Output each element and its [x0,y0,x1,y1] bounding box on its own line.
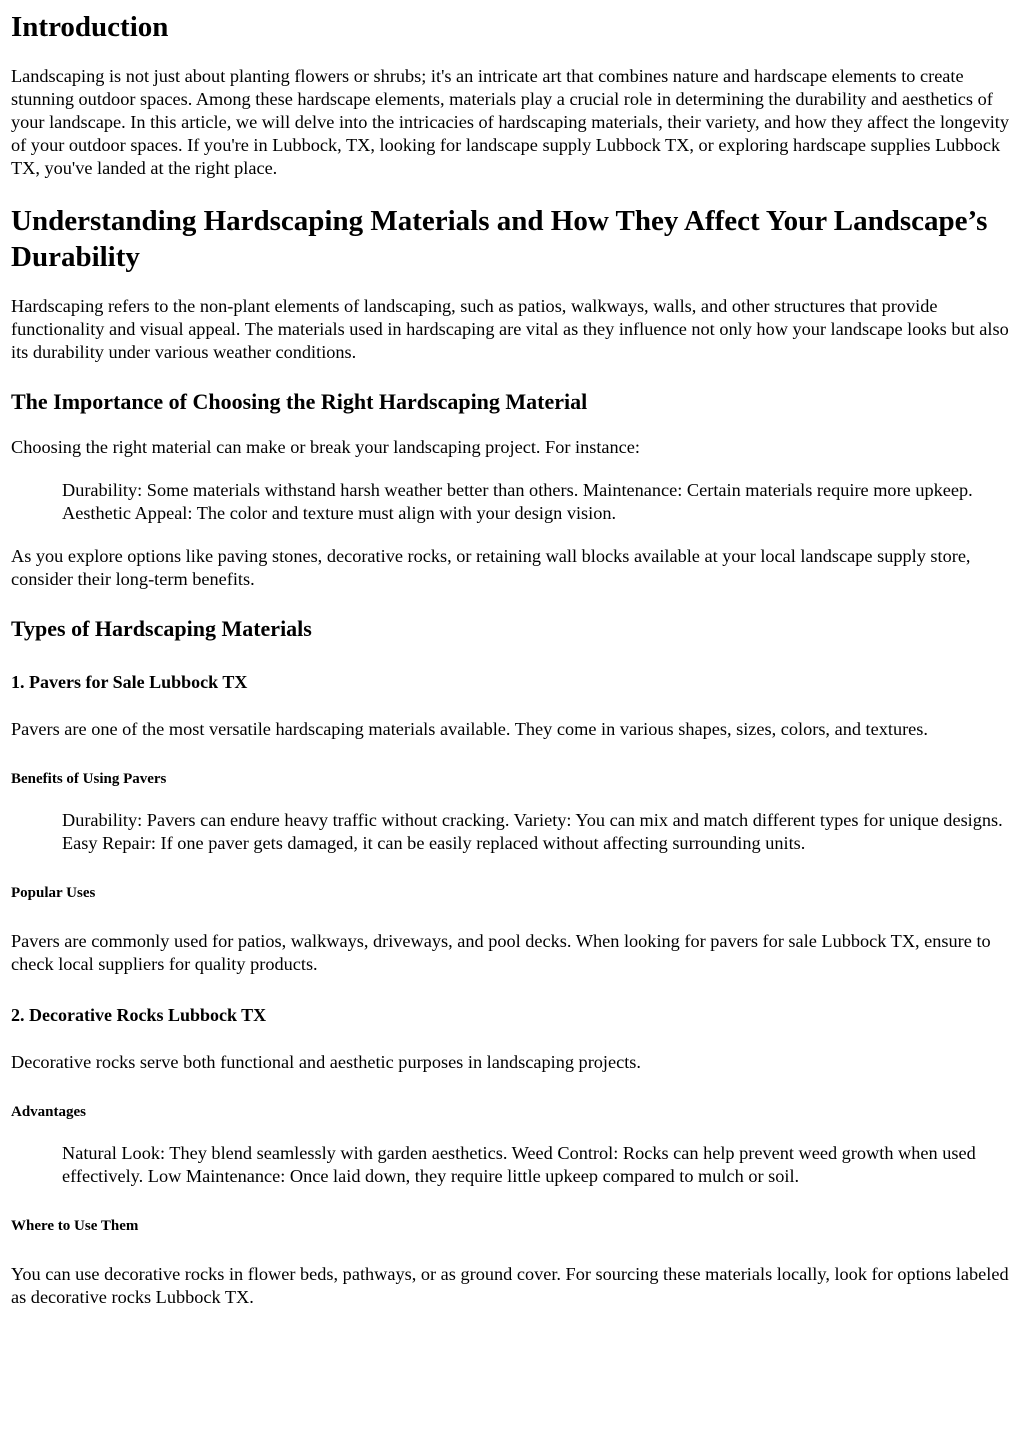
types-heading: Types of Hardscaping Materials [11,616,312,641]
pavers-uses-paragraph: Pavers are commonly used for patios, walkways, driveways, and pool decks. When looking for pavers for sale Lubbock TX, ensure to check local suppliers for quality products. [11,931,991,974]
article [0,9,1024,1309]
rocks-advantages-quote: Natural Look: They blend seamlessly with garden aesthetics. Weed Control: Rocks can help prevent weed growth when used effectively. Low Maintenance: Once laid down, they require little upkeep compared to mulch or soil. [62,1143,976,1186]
pavers-uses-heading: Popular Uses [11,885,96,901]
importance-paragraph: Choosing the right material can make or break your landscaping project. For instance: [11,437,640,457]
importance-heading: The Importance of Choosing the Right Hardscaping Material [11,389,588,414]
main-paragraph: Hardscaping refers to the non-plant elements of landscaping, such as patios, walkways, walls, and other structures that provide functionality and visual appeal. The materials used in hardscaping are vital as they influence not only how your landscape looks but also its durability under various weather conditions. [11,296,1009,362]
main-heading: Understanding Hardscaping Materials and How They Affect Your Landscape’s Durability [11,205,988,273]
rocks-where-heading: Where to Use Them [11,1218,139,1234]
importance-followup: As you explore options like paving stones, decorative rocks, or retaining wall blocks available at your local landscape supply store, consider their long-term benefits. [11,546,971,589]
rocks-advantages-heading: Advantages [11,1104,87,1120]
pavers-benefits-heading: Benefits of Using Pavers [11,771,167,787]
rocks-heading: 2. Decorative Rocks Lubbock TX [11,1005,267,1025]
pavers-benefits-quote: Durability: Pavers can endure heavy traffic without cracking. Variety: You can mix and match different types for unique designs. Easy Repair: If one paver gets damaged, it can be easily replaced without affecting surrounding units. [62,810,1003,853]
importance-quote: Durability: Some materials withstand harsh weather better than others. Maintenance: Certain materials require more upkeep. Aesthetic Appeal: The color and texture must align with your design vision. [62,480,973,523]
intro-heading: Introduction [11,11,169,43]
intro-paragraph: Landscaping is not just about planting flowers or shrubs; it's an intricate art that combines nature and hardscape elements to create stunning outdoor spaces. Among these hardscape elements, materials play a crucial role in determining the durability and aesthetics of your landscape. In this article, we will delve into the intricacies of hardscaping materials, their variety, and how they affect the longevity of your outdoor spaces. If you're in Lubbock, TX, looking for landscape supply Lubbock TX, or exploring hardscape supplies Lubbock TX, you've landed at the right place. [11,66,1010,178]
pavers-paragraph: Pavers are one of the most versatile hardscaping materials available. They come in various shapes, sizes, colors, and textures. [11,719,928,739]
pavers-heading: 1. Pavers for Sale Lubbock TX [11,672,248,692]
rocks-paragraph: Decorative rocks serve both functional and aesthetic purposes in landscaping projects. [11,1052,641,1072]
rocks-where-paragraph: You can use decorative rocks in flower beds, pathways, or as ground cover. For sourcing these materials locally, look for options labeled as decorative rocks Lubbock TX. [11,1264,1009,1307]
